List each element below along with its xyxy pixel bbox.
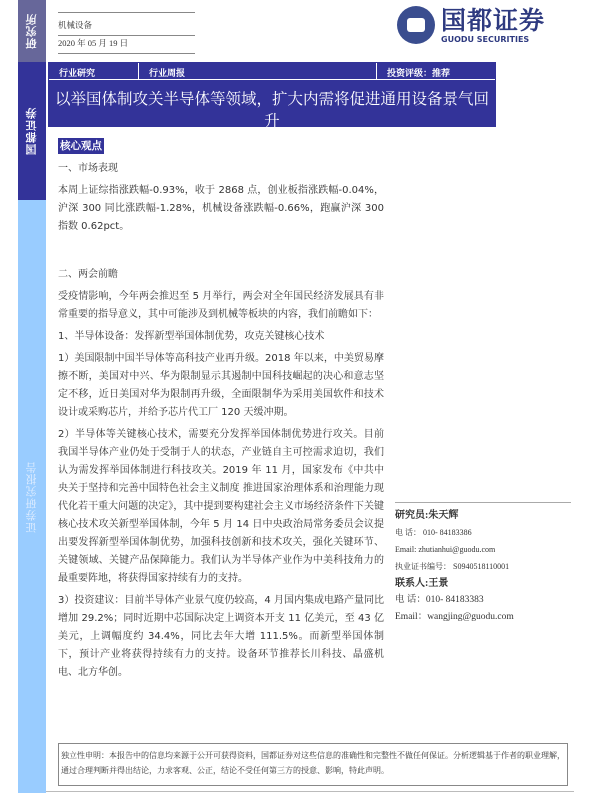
paragraph: 3）投资建议：目前半导体产业景气度仍较高，4 月国内集成电路产量同比增加 29.2%；同时近期中芯国际决定上调资本开支 11 亿美元，至 43 亿美元，上调幅度约 34.4%，同比去年大增 111.5%。而新型举国体制下，预计产业将获得持续有力的支持。设备环节推荐长川科技、晶盛机电、北方华创。 <box>58 595 384 678</box>
logo-icon <box>397 6 435 44</box>
report-type: 行业研究 <box>49 63 139 79</box>
sidebar-label: 国都证券 <box>25 107 38 155</box>
main-content <box>58 138 384 682</box>
company-logo <box>397 6 545 44</box>
sidebar-label: 证券研究报告 <box>25 460 38 533</box>
report-subtitle: 机械行业周报 <box>240 139 304 151</box>
report-date: 2020 年 05 月 19 日 <box>58 32 195 54</box>
paragraph: 本周上证综指涨跌幅-0.93%，收于 2868 点，创业板指涨跌幅-0.04%，沪深 300 同比涨跌幅-1.28%，机械设备涨跌幅-0.66%，跑赢沪深 300 指数 0.62pct。 <box>58 185 384 232</box>
sidebar-research-institute <box>18 0 46 62</box>
investment-rating: 投资评级：推荐 <box>387 69 451 79</box>
sidebar-label: 研究所 <box>25 13 38 49</box>
analyst-email[interactable]: Email: zhutianhui@guodu.com <box>395 545 496 554</box>
section-heading: 一、市场表现 <box>58 163 118 174</box>
report-category: 行业周报 <box>139 63 377 79</box>
core-view-label: 核心观点 <box>60 140 102 152</box>
analyst-phone: 电 话： 010- 84183386 <box>395 528 472 537</box>
subsection-heading: 1、半导体设备：发挥新型举国体制优势，攻克关键核心技术 <box>58 331 325 342</box>
paragraph: 1）美国限制中国半导体等高科技产业再升级。2018 年以来，中美贸易摩擦不断，美国对中兴、华为限制显示其遏制中国科技崛起的决心和意志坚定不移，近日美国对华为限制再升级，全面限制华为采用美国软件和技术设计或采购芯片，并给予芯片代工厂 120 天缓冲期。 <box>58 353 384 418</box>
sidebar-brand <box>18 62 46 200</box>
paragraph: 2）半导体等关键核心技术，需要充分发挥举国体制优势进行攻关。目前我国半导体产业仍处于受制于人的状态，产业链自主可控需求迫切，我们认为需发挥举国体制进行科技攻关。2019 年 11 月，国家发布《中共中央关于坚持和完善中国特色社会主义制度 推进国家治理体系和治理能力现代化若干重大问题的决定》，其中提到要构建社会主义市场经济条件下关键核心技术攻关新型举国体制，今年 5 月 14 日中央政治局常务委员会议提出要发挥新型举国体制优势，加强科技创新和技术攻关，强化关键环节、关键领域、关键产品保障能力。我们认为半导体产业作为中美科技角力的最重要阵地，将获得国家持续有力的支持。 <box>58 429 384 584</box>
paragraph: 受疫情影响，今年两会推迟至 5 月举行，两会对全年国民经济发展具有非常重要的指导意义，其中可能涉及到机械等板块的内容，我们前瞻如下： <box>58 291 384 320</box>
contact-name: 联系人:王景 <box>395 578 449 589</box>
analyst-info <box>395 502 571 626</box>
report-title: 以举国体制攻关半导体等领域，扩大内需将促进通用设备景气回升 <box>54 90 489 130</box>
contact-email[interactable]: Email：wangjing@guodu.com <box>395 612 514 622</box>
section-heading: 二、两会前瞻 <box>58 269 118 280</box>
contact-phone: 电 话：010- 84183383 <box>395 595 484 605</box>
disclaimer: 独立性申明：本报告中的信息均来源于公开可获得资料，国都证券对这些信息的准确性和完整性不做任何保证。分析逻辑基于作者的职业理解，通过合理判断并得出结论，力求客观、公正，结论不受任何第三方的授意、影响，特此声明。 <box>58 743 568 786</box>
industry-label: 机械设备 <box>58 12 195 36</box>
sidebar-report-type <box>18 200 46 793</box>
analyst-name: 研究员:朱天辉 <box>395 510 459 521</box>
analyst-license: 执业证书编号： S0940518110001 <box>395 562 510 571</box>
logo-en: GUODU SECURITIES <box>441 34 530 44</box>
footer-divider <box>46 791 574 792</box>
logo-cn: 国都证券 <box>441 5 546 35</box>
